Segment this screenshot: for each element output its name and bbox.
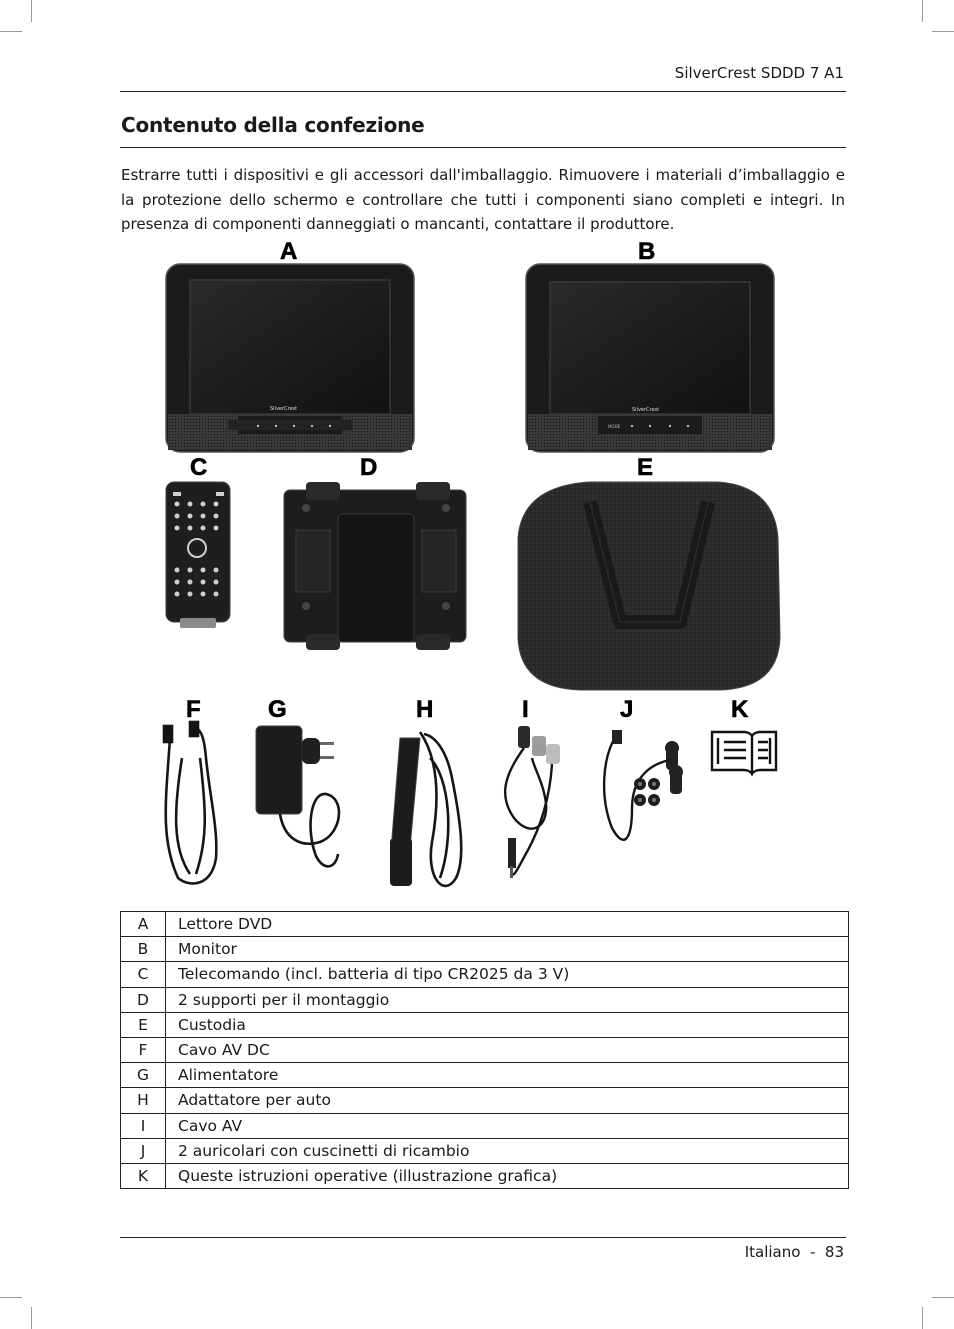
table-row bbox=[121, 1088, 849, 1113]
table-row bbox=[121, 1163, 849, 1188]
crop-mark bbox=[922, 1307, 923, 1329]
part-key: G bbox=[121, 1063, 166, 1088]
part-description: 2 auricolari con cuscinetti di ricambio bbox=[166, 1138, 849, 1163]
dvd-player-image bbox=[166, 264, 414, 452]
mounting-bracket-image bbox=[284, 482, 466, 650]
part-key: D bbox=[121, 987, 166, 1012]
crop-mark bbox=[31, 0, 32, 22]
crop-mark bbox=[932, 31, 954, 32]
part-key: F bbox=[121, 1037, 166, 1062]
figure-label-k: K bbox=[731, 696, 749, 723]
section-title: Contenuto della confezione bbox=[121, 113, 425, 137]
mode-text: MODE bbox=[608, 424, 621, 429]
header-rule bbox=[120, 91, 846, 92]
figure-label-e: E bbox=[637, 454, 654, 481]
parts-table bbox=[120, 911, 849, 1189]
intro-paragraph: Estrarre tutti i dispositivi e gli accessori dall'imballaggio. Rimuovere i materiali d’imballaggio e la protezione dello schermo e controllare che tutti i componenti siano completi e integri. In presenza di componenti danneggiati o mancanti, contattare il produttore. bbox=[121, 166, 845, 233]
part-key: E bbox=[121, 1012, 166, 1037]
crop-mark bbox=[922, 0, 923, 22]
figure-label-g: G bbox=[268, 696, 287, 723]
figure-label-i: I bbox=[522, 696, 529, 723]
av-cable-image bbox=[505, 726, 560, 878]
table-row bbox=[121, 962, 849, 987]
crop-mark bbox=[0, 1297, 22, 1298]
part-description: Cavo AV bbox=[166, 1113, 849, 1138]
monitor-image bbox=[526, 264, 774, 452]
part-description: 2 supporti per il montaggio bbox=[166, 987, 849, 1012]
crop-mark bbox=[31, 1307, 32, 1329]
crop-mark bbox=[0, 31, 22, 32]
table-row bbox=[121, 937, 849, 962]
crop-mark bbox=[932, 1297, 954, 1298]
monitor-brand-text: SilverCrest bbox=[632, 407, 660, 413]
av-dc-cable-image bbox=[164, 722, 216, 883]
figure-label-c: C bbox=[190, 454, 208, 481]
part-description: Lettore DVD bbox=[166, 912, 849, 937]
carry-bag-image bbox=[518, 482, 780, 690]
figure-label-b: B bbox=[638, 238, 656, 265]
header-title: SilverCrest SDDD 7 A1 bbox=[674, 64, 844, 82]
table-row bbox=[121, 987, 849, 1012]
part-description: Adattatore per auto bbox=[166, 1088, 849, 1113]
part-description: Custodia bbox=[166, 1012, 849, 1037]
part-key: K bbox=[121, 1163, 166, 1188]
table-row bbox=[121, 1113, 849, 1138]
car-adapter-image bbox=[390, 732, 461, 886]
page-footer: Italiano - 83 bbox=[744, 1243, 844, 1261]
part-description: Queste istruzioni operative (illustrazione grafica) bbox=[166, 1163, 849, 1188]
table-row bbox=[121, 1037, 849, 1062]
package-contents-figure bbox=[120, 238, 850, 898]
part-key: I bbox=[121, 1113, 166, 1138]
part-description: Alimentatore bbox=[166, 1063, 849, 1088]
part-key: C bbox=[121, 962, 166, 987]
table-row bbox=[121, 1063, 849, 1088]
remote-control-image bbox=[166, 482, 230, 628]
part-key: B bbox=[121, 937, 166, 962]
title-rule bbox=[120, 147, 846, 148]
power-adapter-image bbox=[256, 726, 339, 866]
instruction-manual-icon bbox=[712, 732, 776, 774]
part-description: Telecomando (incl. batteria di tipo CR2025 da 3 V) bbox=[166, 962, 849, 987]
table-row bbox=[121, 1138, 849, 1163]
figure-label-j: J bbox=[620, 696, 634, 723]
part-key: A bbox=[121, 912, 166, 937]
table-row bbox=[121, 1012, 849, 1037]
part-description: Cavo AV DC bbox=[166, 1037, 849, 1062]
footer-rule bbox=[120, 1237, 846, 1238]
figure-label-d: D bbox=[360, 454, 378, 481]
part-key: H bbox=[121, 1088, 166, 1113]
figure-label-h: H bbox=[416, 696, 434, 723]
table-row bbox=[121, 912, 849, 937]
figure-label-a: A bbox=[280, 238, 298, 265]
dvd-brand-text: SilverCrest bbox=[270, 406, 298, 412]
figure-label-f: F bbox=[186, 696, 201, 723]
part-description: Monitor bbox=[166, 937, 849, 962]
part-key: J bbox=[121, 1138, 166, 1163]
figure-illustration bbox=[120, 238, 850, 898]
earphones-image bbox=[604, 730, 683, 840]
